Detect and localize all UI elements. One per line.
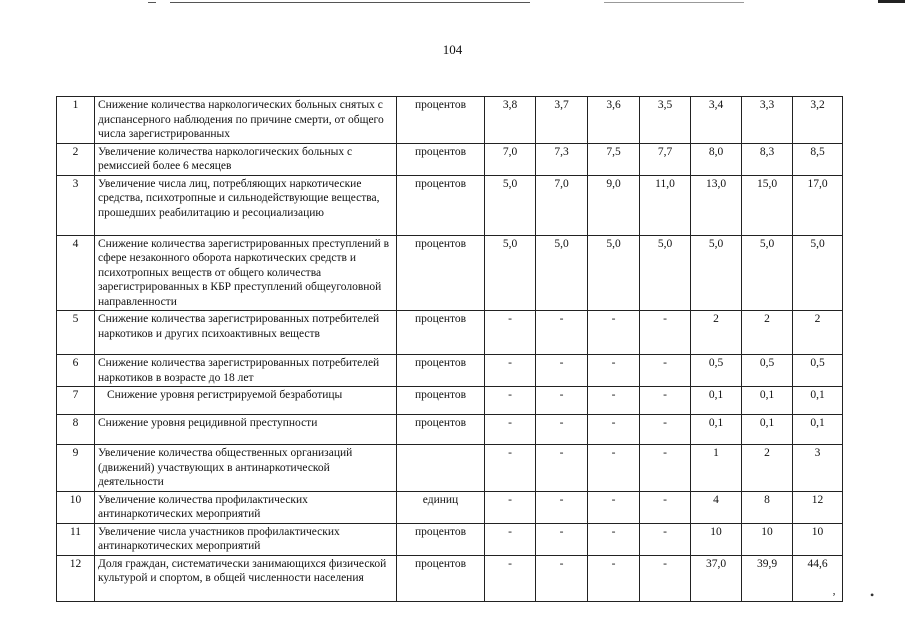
scan-mark	[148, 2, 156, 3]
indicator-value: 39,9	[742, 555, 793, 601]
indicator-value: 12	[793, 491, 843, 523]
row-number: 8	[57, 415, 95, 445]
row-number: 2	[57, 143, 95, 175]
indicator-name: Снижение количества наркологических больных снятых с диспансерного наблюдения по причине смерти, от общего числа зарегистрированных	[95, 97, 397, 144]
indicator-value: 0,1	[793, 387, 843, 415]
indicator-value: 0,1	[742, 387, 793, 415]
indicator-value: -	[640, 555, 691, 601]
indicator-value: -	[640, 523, 691, 555]
indicator-value: 15,0	[742, 175, 793, 235]
indicator-name: Снижение уровня регистрируемой безработицы	[95, 387, 397, 415]
indicator-value: 2	[691, 311, 742, 355]
indicator-unit: процентов	[397, 143, 485, 175]
indicator-value: 3,5	[640, 97, 691, 144]
indicator-value: 5,0	[485, 235, 536, 311]
indicator-value: 17,0	[793, 175, 843, 235]
indicator-value: 7,5	[588, 143, 640, 175]
indicator-value: 0,5	[691, 355, 742, 387]
indicator-value: 8	[742, 491, 793, 523]
table-row	[57, 555, 843, 601]
indicator-value: 7,7	[640, 143, 691, 175]
indicator-value: 10	[793, 523, 843, 555]
indicator-value: 3,6	[588, 97, 640, 144]
indicator-value: 5,0	[485, 175, 536, 235]
table-row	[57, 415, 843, 445]
indicator-value: -	[588, 355, 640, 387]
indicator-unit: процентов	[397, 235, 485, 311]
row-number: 5	[57, 311, 95, 355]
indicator-unit: процентов	[397, 415, 485, 445]
scan-dot: •	[870, 588, 875, 602]
indicator-value: 8,3	[742, 143, 793, 175]
scan-dot: ʼ	[832, 590, 836, 604]
row-number: 4	[57, 235, 95, 311]
indicator-value: 4	[691, 491, 742, 523]
indicator-value: -	[588, 555, 640, 601]
indicator-value: -	[588, 491, 640, 523]
row-number: 10	[57, 491, 95, 523]
indicator-value: 37,0	[691, 555, 742, 601]
indicator-value: 10	[742, 523, 793, 555]
indicator-value: 5,0	[588, 235, 640, 311]
indicator-value: -	[485, 523, 536, 555]
indicator-value: -	[640, 491, 691, 523]
indicator-value: 3,7	[536, 97, 588, 144]
table-row	[57, 355, 843, 387]
indicator-value: 0,5	[793, 355, 843, 387]
indicator-value: 13,0	[691, 175, 742, 235]
scan-mark	[604, 2, 744, 3]
indicator-value: 10	[691, 523, 742, 555]
indicator-name: Увеличение числа лиц, потребляющих наркотические средства, психотропные и сильнодействующие вещества, прошедших реабилитацию и ресоциализацию	[95, 175, 397, 235]
indicator-value: -	[485, 491, 536, 523]
indicator-value: 2	[793, 311, 843, 355]
indicator-unit: процентов	[397, 555, 485, 601]
table-row	[57, 523, 843, 555]
indicator-value: -	[485, 355, 536, 387]
table-row	[57, 387, 843, 415]
row-number: 11	[57, 523, 95, 555]
indicator-value: 44,6	[793, 555, 843, 601]
indicator-value: 5,0	[640, 235, 691, 311]
indicator-value: 2	[742, 311, 793, 355]
indicator-value: -	[588, 387, 640, 415]
scan-mark	[170, 2, 530, 3]
indicator-unit: процентов	[397, 387, 485, 415]
indicator-value: 3,2	[793, 97, 843, 144]
row-number: 12	[57, 555, 95, 601]
indicator-value: -	[588, 311, 640, 355]
indicator-value: 3,8	[485, 97, 536, 144]
scan-mark	[878, 0, 905, 3]
indicator-value: 3,4	[691, 97, 742, 144]
indicator-value: 8,0	[691, 143, 742, 175]
indicator-value: 1	[691, 445, 742, 492]
indicator-name: Снижение количества зарегистрированных потребителей наркотиков в возрасте до 18 лет	[95, 355, 397, 387]
indicator-name: Доля граждан, систематически занимающихся физической культурой и спортом, в общей численности населения	[95, 555, 397, 601]
indicator-value: 7,0	[485, 143, 536, 175]
indicators-table	[56, 96, 843, 602]
indicator-unit: единиц	[397, 491, 485, 523]
indicator-value: 5,0	[793, 235, 843, 311]
indicator-value: -	[588, 523, 640, 555]
indicator-value: 5,0	[742, 235, 793, 311]
indicator-name: Снижение количества зарегистрированных потребителей наркотиков и других психоактивных веществ	[95, 311, 397, 355]
indicator-value: -	[485, 415, 536, 445]
table-body	[57, 97, 843, 602]
indicator-value: -	[536, 387, 588, 415]
indicator-value: 0,1	[691, 415, 742, 445]
indicator-value: 5,0	[536, 235, 588, 311]
table-row	[57, 235, 843, 311]
indicator-name: Увеличение количества профилактических антинаркотических мероприятий	[95, 491, 397, 523]
indicator-value: -	[485, 445, 536, 492]
indicator-unit: процентов	[397, 311, 485, 355]
indicator-value: -	[536, 355, 588, 387]
indicator-name: Увеличение числа участников профилактических антинаркотических мероприятий	[95, 523, 397, 555]
table-row	[57, 311, 843, 355]
indicator-value: 7,0	[536, 175, 588, 235]
indicator-value: -	[536, 491, 588, 523]
indicator-value: 11,0	[640, 175, 691, 235]
indicator-value: -	[485, 387, 536, 415]
indicator-value: -	[640, 415, 691, 445]
table-row	[57, 445, 843, 492]
indicator-value: 0,1	[691, 387, 742, 415]
indicator-value: -	[485, 555, 536, 601]
indicator-value: 9,0	[588, 175, 640, 235]
indicator-value: -	[640, 445, 691, 492]
table-row	[57, 491, 843, 523]
indicator-unit	[397, 445, 485, 492]
indicator-value: 3,3	[742, 97, 793, 144]
indicator-value: -	[536, 555, 588, 601]
indicator-value: 3	[793, 445, 843, 492]
indicator-value: -	[640, 355, 691, 387]
indicator-unit: процентов	[397, 523, 485, 555]
indicator-value: 2	[742, 445, 793, 492]
indicator-value: -	[588, 445, 640, 492]
row-number: 7	[57, 387, 95, 415]
indicator-value: 0,1	[793, 415, 843, 445]
indicator-name: Увеличение количества наркологических больных с ремиссией более 6 месяцев	[95, 143, 397, 175]
indicator-unit: процентов	[397, 355, 485, 387]
table-row	[57, 143, 843, 175]
table-row	[57, 175, 843, 235]
indicator-value: 7,3	[536, 143, 588, 175]
indicator-value: -	[536, 445, 588, 492]
indicator-value: 0,1	[742, 415, 793, 445]
indicator-name: Снижение количества зарегистрированных преступлений в сфере незаконного оборота наркотических средств и психотропных веществ от общего количества зарегистрированных в КБР преступлений общеуголовной направленности	[95, 235, 397, 311]
indicator-unit: процентов	[397, 97, 485, 144]
table-row	[57, 97, 843, 144]
indicator-value: 0,5	[742, 355, 793, 387]
page-number: 104	[442, 42, 463, 57]
indicator-name: Увеличение количества общественных организаций (движений) участвующих в антинаркотической деятельности	[95, 445, 397, 492]
indicator-name: Снижение уровня рецидивной преступности	[95, 415, 397, 445]
indicator-value: 5,0	[691, 235, 742, 311]
indicator-unit: процентов	[397, 175, 485, 235]
row-number: 1	[57, 97, 95, 144]
row-number: 3	[57, 175, 95, 235]
indicator-value: -	[588, 415, 640, 445]
indicator-value: -	[536, 415, 588, 445]
row-number: 6	[57, 355, 95, 387]
indicator-value: -	[485, 311, 536, 355]
row-number: 9	[57, 445, 95, 492]
indicator-value: -	[536, 311, 588, 355]
indicator-value: 8,5	[793, 143, 843, 175]
indicator-value: -	[640, 387, 691, 415]
indicator-value: -	[640, 311, 691, 355]
indicator-value: -	[536, 523, 588, 555]
